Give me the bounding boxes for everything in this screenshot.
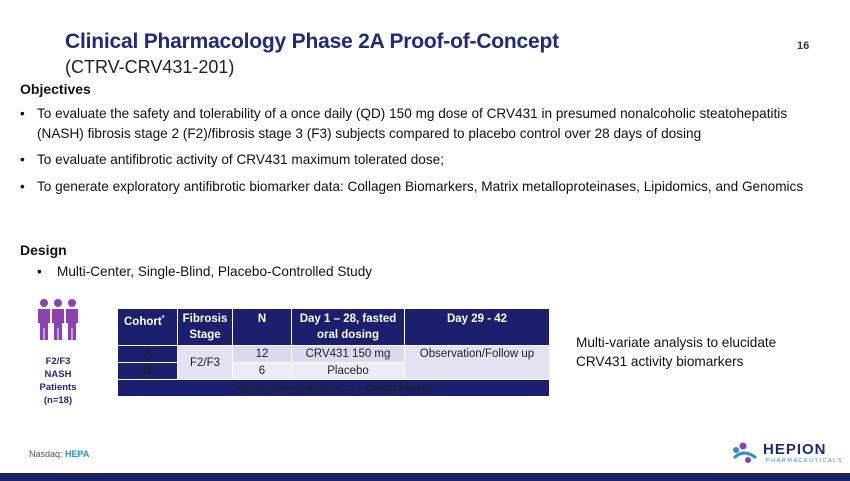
logo-subtitle: PHARMACEUTICALS <box>766 458 843 464</box>
nasdaq-label: Nasdaq: HEPA <box>29 449 90 459</box>
header-fibrosis-stage: Fibrosis Stage <box>178 309 233 346</box>
stage-cell: F2/F3 <box>178 346 233 380</box>
bullet-icon: • <box>20 178 25 194</box>
design-item: • Multi-Center, Single-Blind, Placebo-Controlled Study <box>37 264 373 279</box>
header-n: N <box>233 309 292 346</box>
n-cell: 12 <box>233 346 292 363</box>
footnote-row <box>118 380 550 397</box>
bullet-icon: • <box>37 264 42 279</box>
logo-wordmark: HEPION <box>763 441 827 458</box>
objectives-list <box>20 104 820 203</box>
objectives-heading: Objectives <box>20 81 91 97</box>
bullet-icon: • <box>20 106 25 121</box>
table-footnote: *Randomized assignment; 2:1 – CRV431:Placebo <box>118 380 550 397</box>
cohort-table <box>117 308 550 397</box>
footer-bar <box>0 473 850 481</box>
treatment-cell: CRV431 150 mg <box>292 346 405 363</box>
objective-item: • To generate exploratory antifibrotic biomarker data: Collagen Biomarkers, Matrix metalloproteinases, Lipidomics, and Genomics <box>20 177 820 197</box>
objective-item: • To evaluate antifibrotic activity of CRV431 maximum tolerated dose; <box>20 150 820 170</box>
bullet-icon: • <box>20 152 25 167</box>
header-followup-period: Day 29 - 42 <box>405 309 550 346</box>
n-cell: 6 <box>233 363 292 380</box>
cohort-cell: B <box>118 363 178 380</box>
cohort-cell: A <box>118 346 178 363</box>
ticker-symbol: HEPA <box>65 449 90 459</box>
analysis-text: Multi-variate analysis to elucidate CRV431 activity biomarkers <box>576 335 777 369</box>
header-dosing-period: Day 1 – 28, fasted oral dosing <box>292 309 405 346</box>
patients-label: F2/F3 NASH Patients (n=18) <box>39 356 77 406</box>
treatment-cell: Placebo <box>292 363 405 380</box>
page-number: 16 <box>797 40 810 52</box>
objective-item: • To evaluate the safety and tolerability of a once daily (QD) 150 mg dose of CRV431 in presumed nonalcoholic steatohepatitis (NASH) fibrosis stage 2 (F2)/fibrosis stage 3 (F3) subjects compared to placebo control over 28 days of dosing <box>20 106 788 141</box>
table-row <box>118 346 550 363</box>
slide-title: Clinical Pharmacology Phase 2A Proof-of-Concept <box>65 30 559 53</box>
patients-group-icon <box>36 298 80 342</box>
design-heading: Design <box>20 242 67 258</box>
followup-cell: Observation/Follow up <box>405 346 550 380</box>
header-cohort: Cohort* <box>118 309 178 346</box>
slide-subtitle: (CTRV-CRV431-201) <box>65 57 235 77</box>
